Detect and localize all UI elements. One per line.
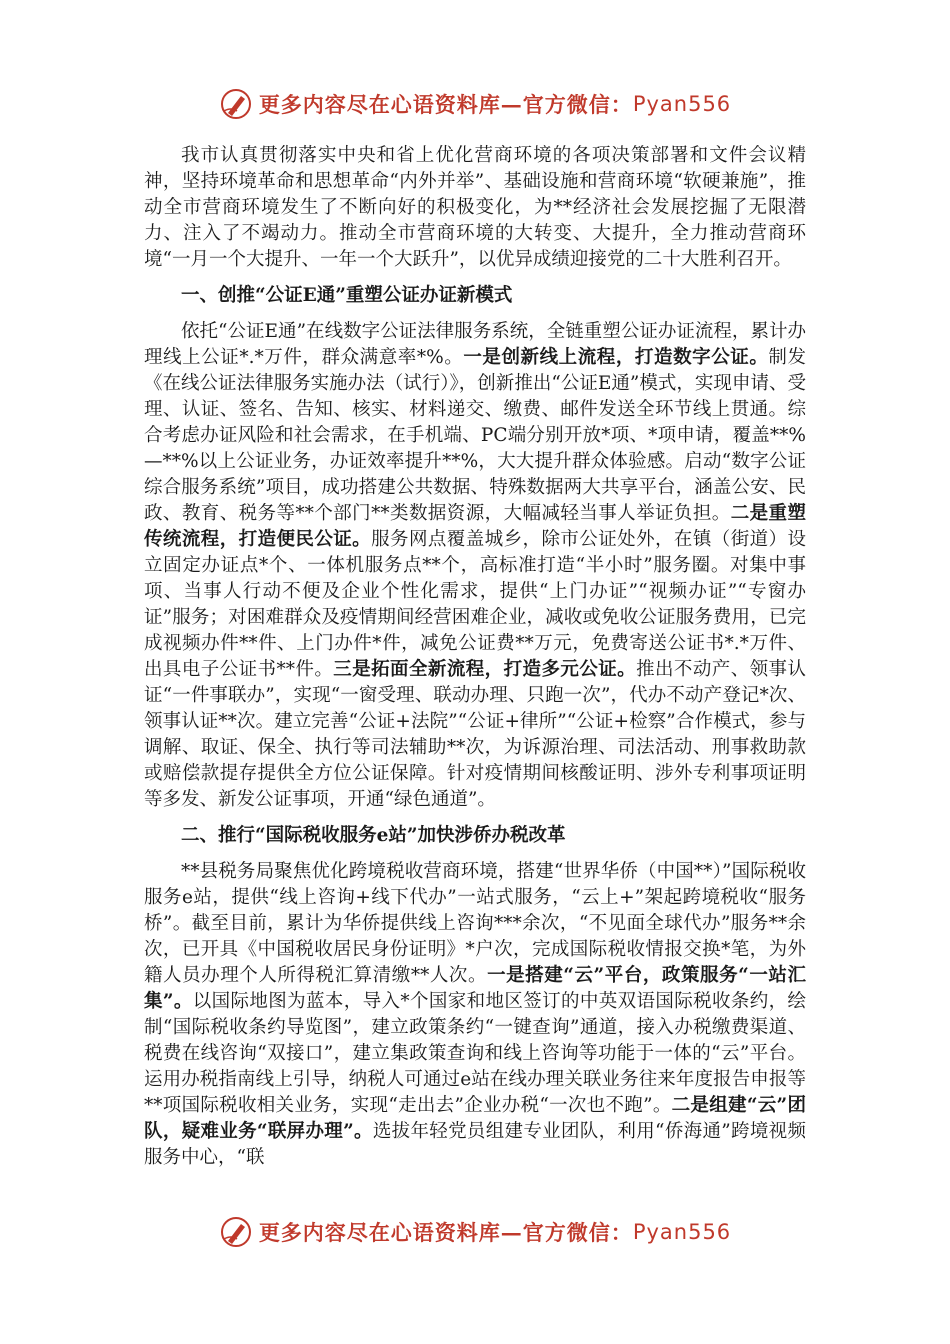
header-banner [0, 84, 950, 124]
section2-text-3: 选拔年轻党员组建专业团队，利用“侨海通”跨境视频服务中心，“联 [144, 1121, 806, 1168]
section2-heading: 二、推行“国际税收服务e站”加快涉侨办税改革 [181, 825, 566, 846]
section1-point-3: 三是拓面全新流程，打造多元公证。 [333, 659, 637, 680]
section1-text-1: 依托“公证E通”在线数字公证法律服务系统，全链重塑公证办证流程，累计办理线上公证*.*万件，群众满意率*%。 [144, 321, 806, 368]
section2-paragraph [144, 859, 806, 1171]
banner-wechat-id: Pyan556 [632, 1220, 732, 1244]
section1-text-3: 服务网点覆盖城乡，除市公证处外，在镇（街道）设立固定办证点*个、一体机服务点**个，高标准打造“半小时”服务圈。对集中事项、当事人行动不便及企业个性化需求，提供“上门办证”“视频办证”“专窗办证”服务；对困难群众及疫情期间经营困难企业，减收或免收公证服务费用，已完成视频办件**件、上门办件*件，减免公证费**万元，免费寄送公证书*.*万件、出具电子公证书**件。 [144, 529, 806, 680]
banner-text: 更多内容尽在心语资料库—官方微信： [258, 1220, 633, 1245]
section1-paragraph [144, 319, 806, 813]
document-body [144, 143, 806, 1171]
intro-paragraph: 我市认真贯彻落实中央和省上优化营商环境的各项决策部署和文件会议精神，坚持环境革命和思想革命“内外并举”、基础设施和营商环境“软硬兼施”，推动全市营商环境发生了不断向好的积极变化，为**经济社会发展挖掘了无限潜力、注入了不竭动力。推动全市营商环境的大转变、大提升，全力推动营商环境“一月一个大提升、一年一个大跃升”，以优异成绩迎接党的二十大胜利召开。 [144, 145, 806, 270]
section1-point-1: 一是创新线上流程，打造数字公证。 [463, 347, 769, 368]
section1-point-2: 二是重塑传统流程，打造便民公证。 [144, 503, 806, 550]
section2-text-2: 以国际地图为蓝本，导入*个国家和地区签订的中英双语国际税收条约，绘制“国际税收条约导览图”，建立政策条约“一键查询”通道，接入办税缴费渠道、税费在线咨询“双接口”，建立集政策查询和线上咨询等功能于一体的“云”平台。运用办税指南线上引导，纳税人可通过e站在线办理关联业务往来年度报告申报等**项国际税收相关业务，实现“走出去”企业办税“一次也不跑”。 [144, 991, 806, 1116]
banner-wechat-id: Pyan556 [632, 92, 732, 116]
section1-heading: 一、创推“公证E通”重塑公证办证新模式 [181, 285, 513, 306]
section2-point-1: 一是搭建“云”平台，政策服务“一站汇集”。 [144, 965, 806, 1012]
section1-text-2: 制发《在线公证法律服务实施办法（试行）》，创新推出“公证E通”模式，实现申请、受理、认证、签名、告知、核实、材料递交、缴费、邮件发送全环节线上贯通。综合考虑办证风险和社会需求，在手机端、PC端分别开放*项、*项申请，覆盖**%—**%以上公证业务，办证效率提升**%，大大提升群众体验感。启动“数字公证综合服务系统”项目，成功搭建公共数据、特殊数据两大共享平台，涵盖公安、民政、教育、税务等**个部门**类数据资源，大幅减轻当事人举证负担。 [144, 347, 806, 524]
banner-text: 更多内容尽在心语资料库—官方微信： [258, 92, 633, 117]
pen-logo-icon [219, 1215, 253, 1249]
pen-logo-icon [219, 87, 253, 121]
section2-text-1: **县税务局聚焦优化跨境税收营商环境，搭建“世界华侨（中国**）”国际税收服务e站，提供“线上咨询+线下代办”一站式服务，“云上+”架起跨境税收“服务桥”。截至目前，累计为华侨提供线上咨询***余次，“不见面全球代办”服务**余次，已开具《中国税收居民身份证明》*户次，完成国际税收情报交换*笔，为外籍人员办理个人所得税汇算清缴**人次。 [144, 861, 806, 986]
section1-text-4: 推出不动产、领事认证“一件事联办”，实现“一窗受理、联动办理、只跑一次”，代办不动产登记*次、领事认证**次。建立完善“公证+法院”“公证+律所”“公证+检察”合作模式，参与调解、取证、保全、执行等司法辅助**次，为诉源治理、司法活动、刑事救助款或赔偿款提存提供全方位公证保障。针对疫情期间核酸证明、涉外专利事项证明等多发、新发公证事项，开通“绿色通道”。 [144, 659, 806, 810]
section2-point-2: 二是组建“云”团队，疑难业务“联屏办理”。 [144, 1095, 806, 1142]
footer-banner [0, 1212, 950, 1252]
